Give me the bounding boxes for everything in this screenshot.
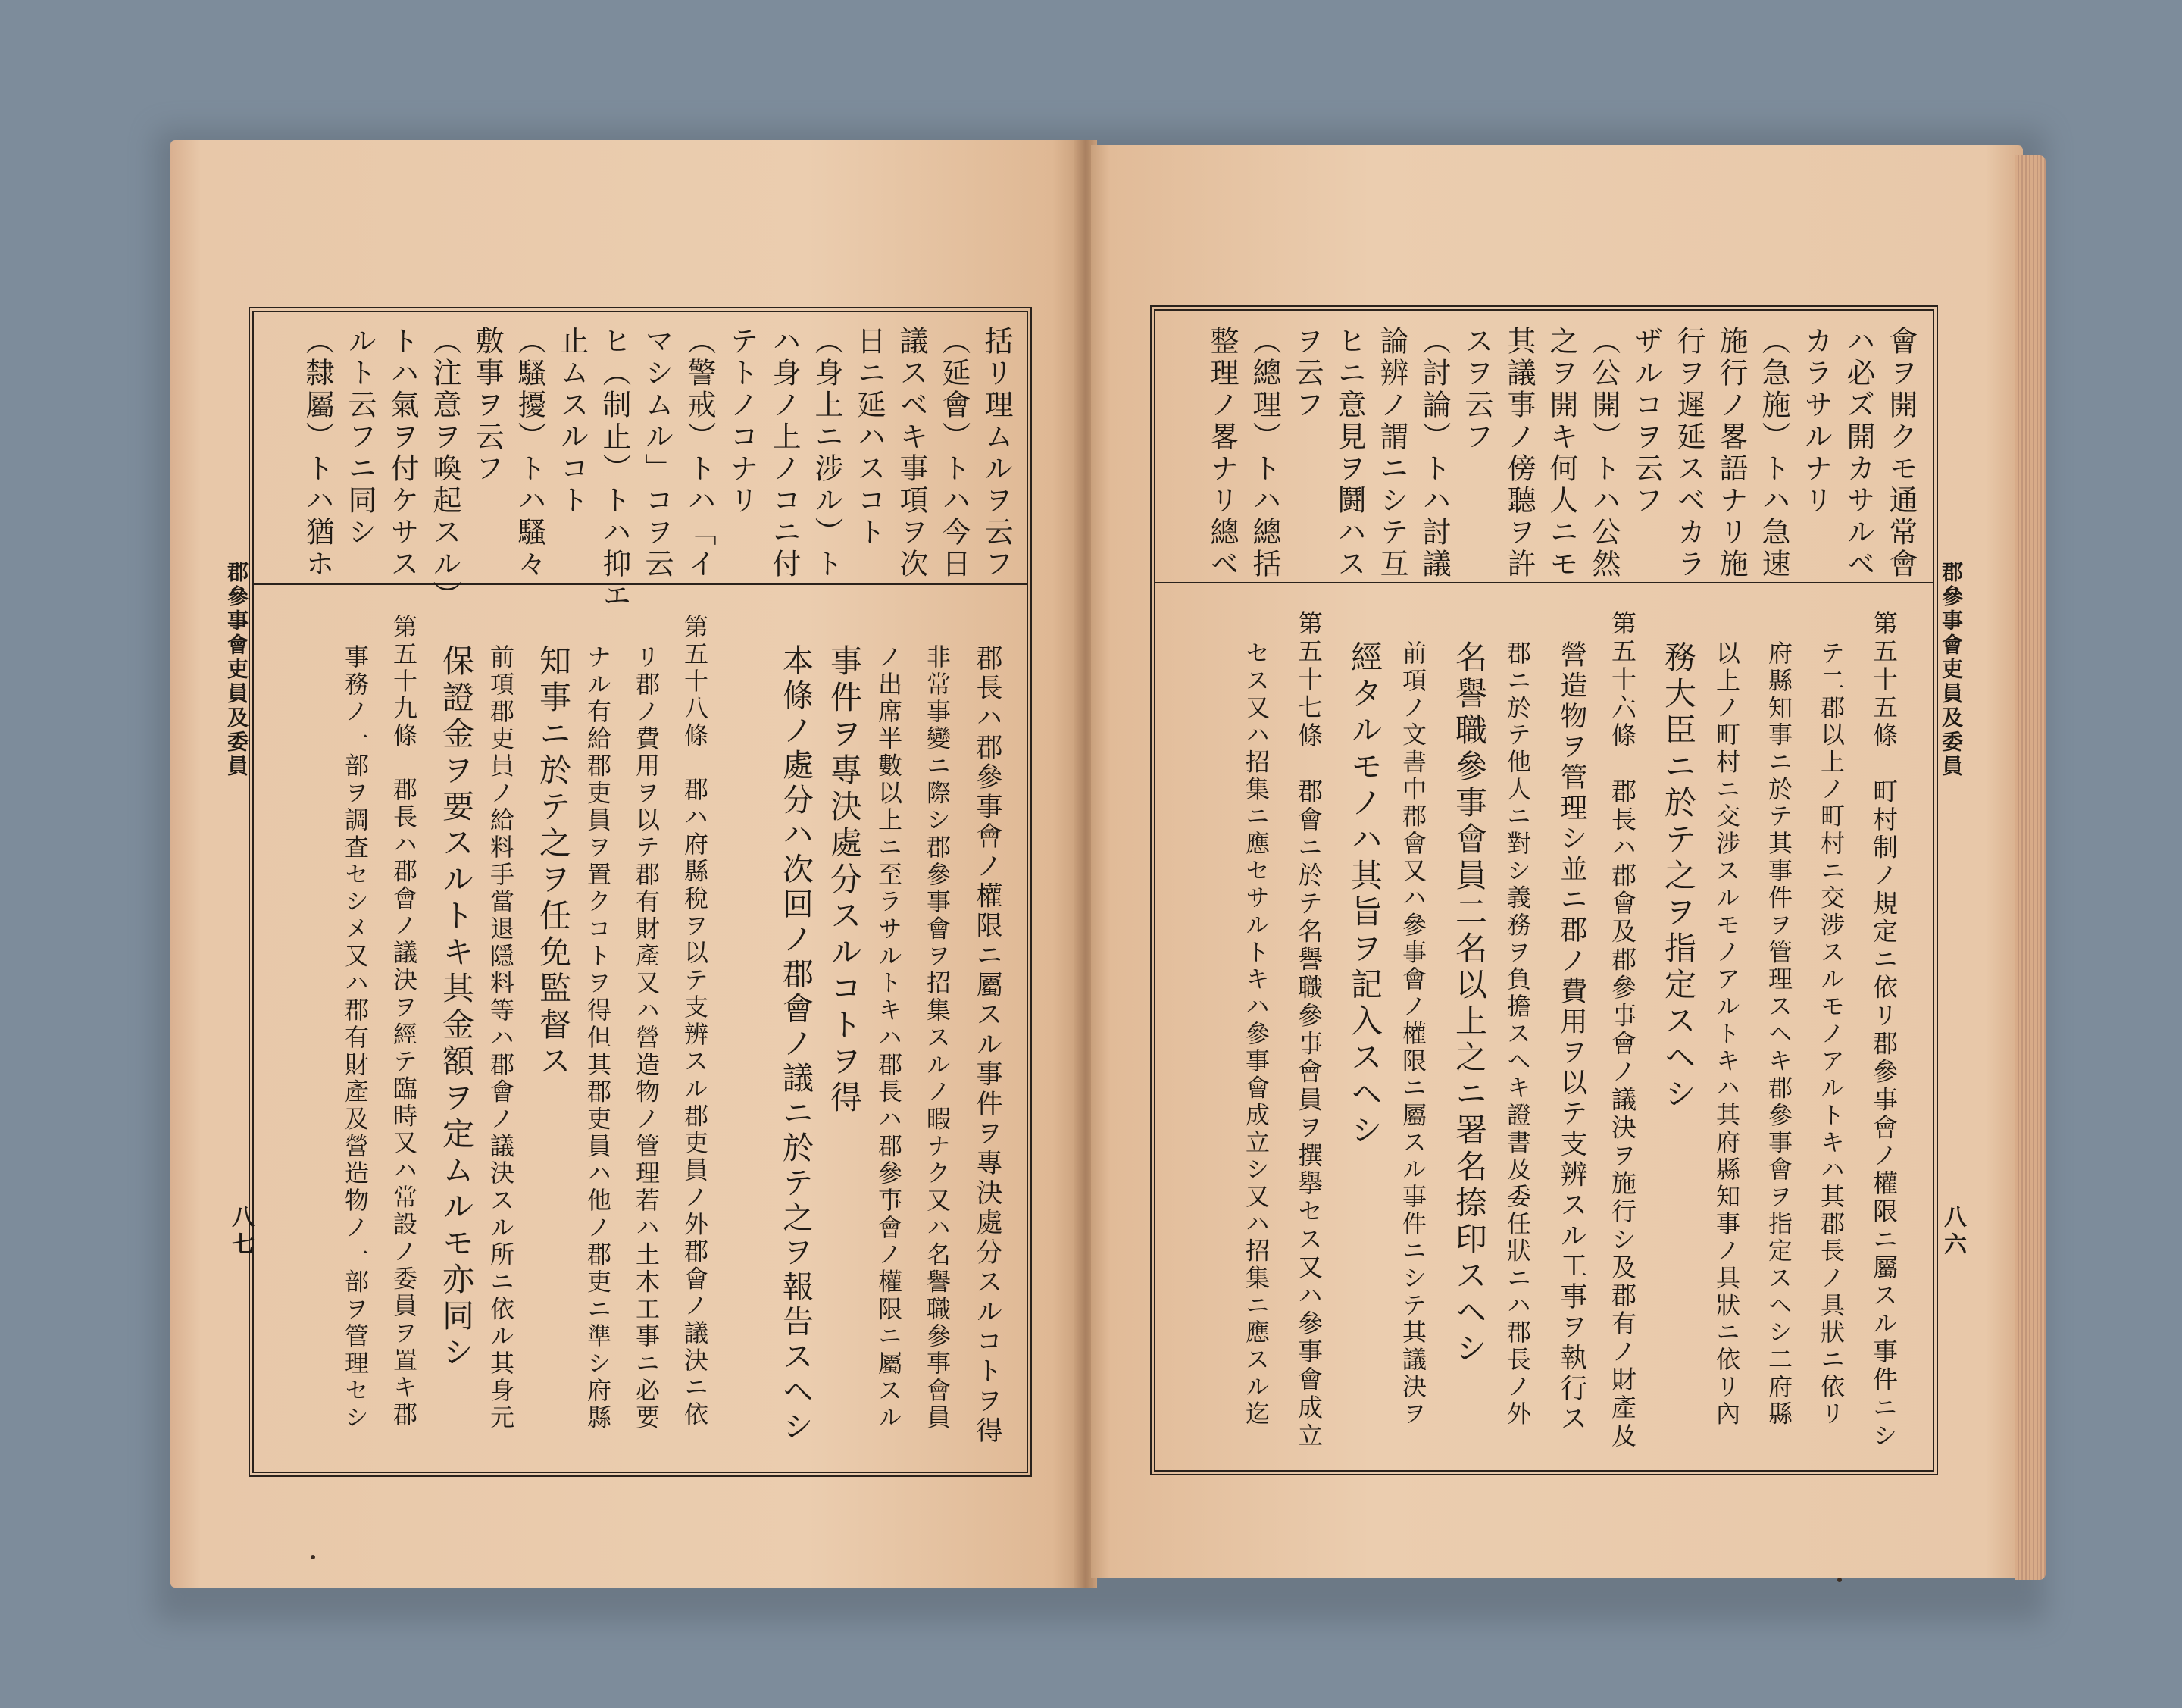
left-note-divider [254, 583, 1027, 585]
left-body-line: 保證金ヲ要スルトキ其金額ヲ定ムルモ亦同シ [438, 644, 475, 1372]
right-note-line: 行ヲ遲延スベカラ [1672, 326, 1705, 580]
right-note-line: ヲ云フ [1290, 326, 1324, 421]
right-note-line: ハ必ズ開カサルベ [1842, 326, 1875, 580]
right-note-line: （討論）トハ討議 [1418, 326, 1451, 580]
left-body-line: 郡長ハ郡參事會ノ權限ニ屬スル事件ヲ專決處分スルコトヲ得 [972, 644, 1002, 1447]
left-body-line: 第五十九條 郡長ハ郡會ノ議決ヲ經テ臨時又ハ常設ノ委員ヲ置キ郡 [389, 614, 418, 1429]
right-body-line: 務大臣ニ於テ之ヲ指定スヘシ [1660, 640, 1697, 1113]
left-body-line: ノ出席半數以上ニ至ラサルトキハ郡長ハ郡參事會ノ權限ニ屬スル [874, 644, 903, 1432]
right-note-line: カラサルナリ [1799, 326, 1833, 517]
left-note-line: （注意ヲ喚起スル） [428, 326, 461, 612]
right-body-line: 第五十五條 町村制ノ規定ニ依リ郡參事會ノ權限ニ屬スル事件ニシ [1869, 610, 1899, 1450]
left-body-line: 前項郡吏員ノ給料手當退隱料等ハ郡會ノ議決スル所ニ依ル其身元 [486, 644, 515, 1432]
left-note-line: 止ムスルコト [555, 326, 589, 517]
right-note-line: （公開）トハ公然 [1587, 326, 1621, 580]
right-body-line: 名譽職參事會員二名以上之ニ署名捺印スヘシ [1451, 640, 1488, 1368]
left-note-line: テトノコナリ [725, 326, 758, 517]
left-body-line: 事務ノ一部ヲ調査セシメ又ハ郡有財產及營造物ノ一部ヲ管理セシ [341, 644, 370, 1432]
right-body-line: テ二郡以上ノ町村ニ交涉スルモノアルトキハ其郡長ノ具狀ニ依リ [1817, 640, 1846, 1428]
left-note-line: （騷擾）トハ騷々 [513, 326, 546, 580]
right-note-line: 施行ノ畧語ナリ施 [1715, 326, 1748, 580]
right-body-line: 府縣知事ニ於テ其事件ヲ管理スヘキ郡參事會ヲ指定スヘシ二府縣 [1765, 640, 1793, 1428]
left-note-line: ルト云フニ同シ [343, 326, 377, 549]
left-note-line: （隸屬）トハ猶ホ [301, 326, 334, 580]
left-body-line: 本條ノ處分ハ次回ノ郡會ノ議ニ於テ之ヲ報告スヘシ [777, 644, 814, 1445]
right-body-line: セス又ハ招集ニ應セサルトキハ參事會成立シ又ハ招集ニ應スル迄 [1242, 640, 1271, 1428]
right-body-line: 以上ノ町村ニ交涉スルモノアルトキハ其府縣知事ノ具狀ニ依リ內 [1712, 640, 1741, 1428]
right-body-line: 第五十七條 郡會ニ於テ名譽職參事會員ヲ撰擧セス又ハ參事會成立 [1294, 610, 1324, 1450]
left-page-number: 八七 [227, 1205, 254, 1259]
left-note-line: （身上ニ涉ル）ト [810, 326, 843, 580]
right-binding-dot [1837, 1578, 1842, 1582]
right-note-line: スヲ云フ [1460, 326, 1493, 453]
right-body-line: 郡ニ於テ他人ニ對シ義務ヲ負擔スヘキ證書及委任狀ニハ郡長ノ外 [1503, 640, 1532, 1428]
left-note-line: 括リ理ムルヲ云フ [980, 326, 1013, 580]
left-binding-dot [311, 1555, 315, 1559]
right-body-line: 前項ノ文書中郡會又ハ參事會ノ權限ニ屬スル事件ニシテ其議決ヲ [1399, 640, 1427, 1428]
right-running-header: 郡參事會吏員及委員 [1939, 561, 1964, 779]
right-note-line: 論辨ノ謂ニシテ互 [1375, 326, 1408, 580]
left-body-line: ナル有給郡吏員ヲ置クコトヲ得但其郡吏員ハ他ノ郡吏ニ準シ府縣 [583, 644, 612, 1432]
left-note-line: 敷事ヲ云フ [470, 326, 504, 485]
right-note-line: 整理ノ畧ナリ總ベ [1205, 326, 1239, 580]
right-note-line: 其議事ノ傍聽ヲ許 [1502, 326, 1536, 580]
left-note-line: ハ身ノ上ノコニ付 [767, 326, 801, 580]
right-note-line: ヒニ意見ヲ鬪ハス [1333, 326, 1366, 580]
page-edges [2015, 155, 2046, 1580]
left-body-line: リ郡ノ費用ヲ以テ郡有財產又ハ營造物ノ管理若ハ土木工事ニ必要 [632, 644, 661, 1432]
left-body-line: 第五十八條 郡ハ府縣稅ヲ以テ支辨スル郡吏員ノ外郡會ノ議決ニ依 [680, 614, 709, 1429]
left-note-line: （延會）トハ今日 [937, 326, 971, 580]
left-body-line: 知事ニ於テ之ヲ任免監督ス [535, 644, 572, 1081]
right-note-line: ザルコヲ云フ [1630, 326, 1663, 517]
right-body-line: 第五十六條 郡長ハ郡會及郡參事會ノ議決ヲ施行シ及郡有ノ財產及 [1608, 610, 1637, 1450]
left-note-line: 日ニ延ハスコト [852, 326, 886, 549]
left-note-line: マシムル」コヲ云 [640, 326, 674, 580]
right-note-line: （急施）トハ急速 [1757, 326, 1790, 580]
left-body-line: 非常事變ニ際シ郡參事會ヲ招集スルノ暇ナク又ハ名譽職參事會員 [923, 644, 952, 1432]
right-body-line: 經タルモノハ其旨ヲ記入スヘシ [1346, 640, 1383, 1150]
right-body-line: 營造物ヲ管理シ並ニ郡ノ費用ヲ以テ支辨スル工事ヲ執行ス [1556, 640, 1587, 1435]
left-body-line: 事件ヲ專決處分スルコトヲ得 [826, 644, 863, 1117]
left-note-line: ヒ（制止）トハ抑エ [598, 326, 631, 612]
right-note-divider [1155, 582, 1933, 583]
left-note-line: 議スベキ事項ヲ次 [895, 326, 928, 580]
right-note-line: 會ヲ開クモ通常會 [1884, 326, 1918, 580]
left-note-line: トハ氣ヲ付ケサス [386, 326, 419, 580]
right-note-line: 之ヲ開キ何人ニモ [1545, 326, 1578, 580]
left-running-header: 郡參事會吏員及委員 [224, 561, 249, 779]
right-page-number: 八六 [1940, 1205, 1966, 1259]
left-note-line: （警戒）トハ「イ [683, 326, 716, 580]
right-note-line: （總理）トハ總括 [1248, 326, 1281, 580]
